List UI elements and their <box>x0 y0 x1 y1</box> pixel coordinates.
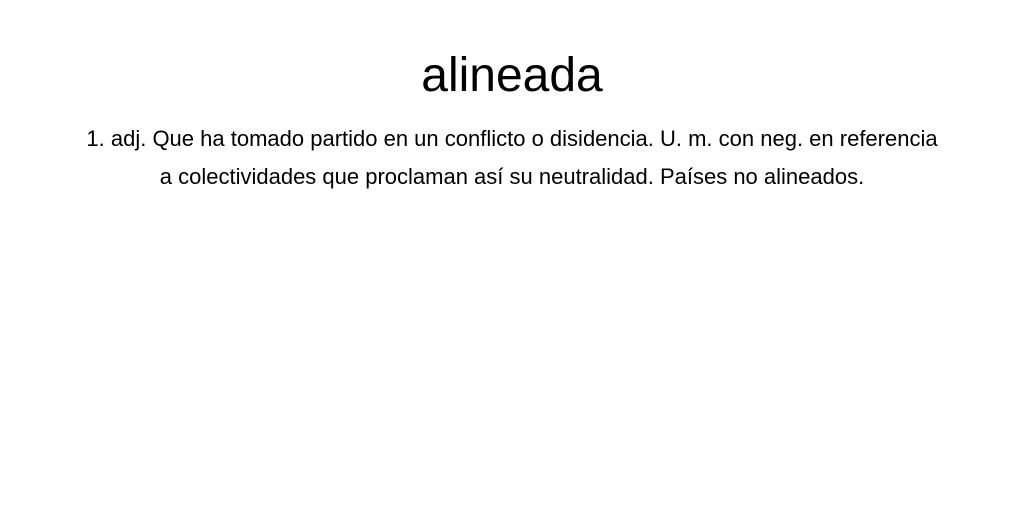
entry-headword: alineada <box>421 49 603 102</box>
entry-definition: 1. adj. Que ha tomado partido en un conflicto o disidencia. U. m. con neg. en referencia a colectividades que proclaman así su neutralidad. Países no alineados. <box>86 126 938 189</box>
